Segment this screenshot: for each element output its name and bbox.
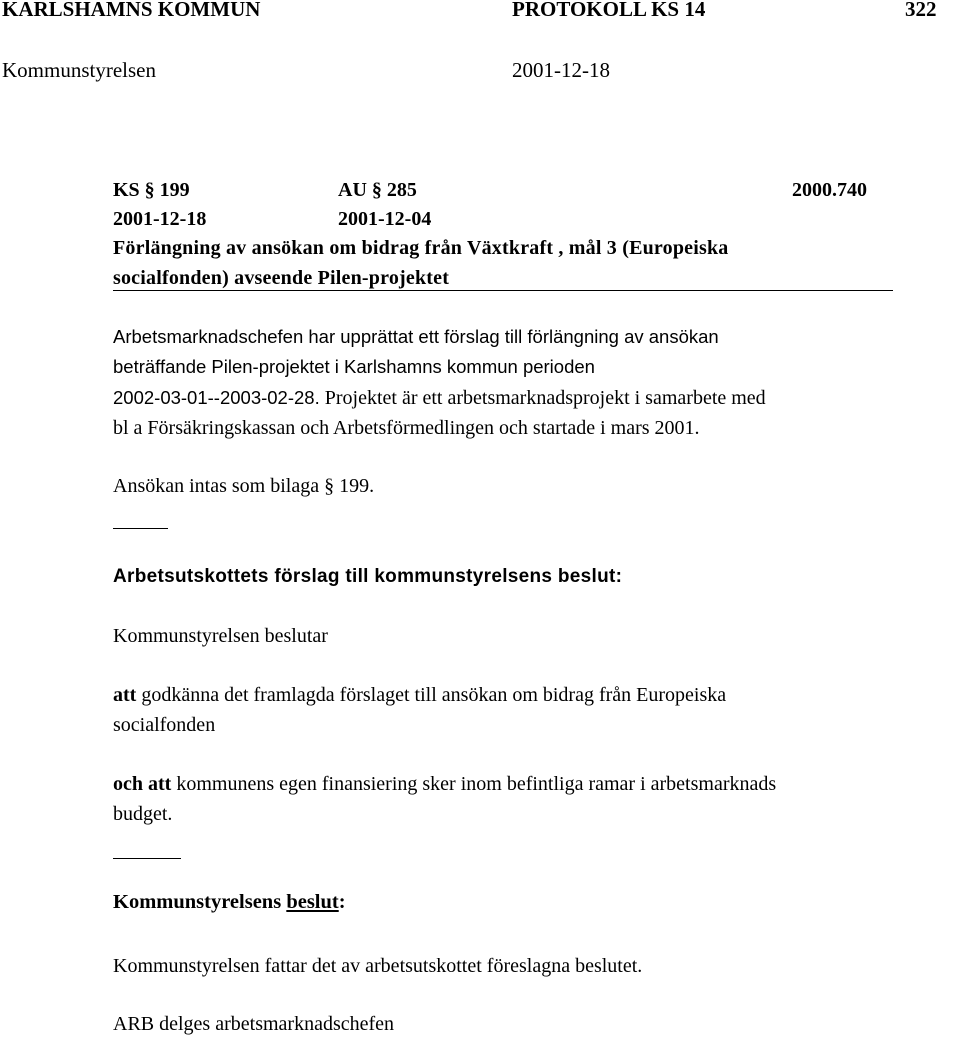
proposal-item-1: [113, 683, 726, 707]
proposal-intro: Kommunstyrelsen beslutar: [113, 625, 328, 647]
ks-reference: KS § 199: [113, 179, 190, 201]
case-title-line2: socialfonden) avseende Pilen-projektet: [113, 267, 450, 289]
paragraph-line: beträffande Pilen-projektet i Karlshamns kommun perioden: [113, 356, 595, 377]
separator-rule: [113, 528, 168, 529]
proposal-heading: Arbetsutskottets förslag till kommunstyrelsens beslut:: [113, 566, 623, 587]
au-date: 2001-12-04: [338, 208, 432, 230]
decision-heading-a: Kommunstyrelsens: [113, 891, 287, 913]
diary-number: 2000.740: [792, 179, 867, 201]
proposal-item-2: [113, 772, 776, 796]
decision-text: Kommunstyrelsen fattar det av arbetsutskottet föreslagna beslutet.: [113, 955, 643, 977]
decision-heading: [113, 890, 346, 914]
paragraph-line: bl a Försäkringskassan och Arbetsförmedlingen och startade i mars 2001.: [113, 417, 700, 439]
title-underline: [113, 290, 893, 291]
decision-heading-b: beslut: [286, 891, 339, 913]
distribution-line: ARB delges arbetsmarknadschefen: [113, 1013, 395, 1035]
board-name: Kommunstyrelsen: [2, 58, 156, 82]
org-name: KARLSHAMNS KOMMUN: [2, 0, 261, 21]
page-number: 322: [905, 0, 937, 21]
attachment-note: Ansökan intas som bilaga § 199.: [113, 475, 375, 497]
document-title: PROTOKOLL KS 14: [512, 0, 706, 21]
separator-rule: [113, 858, 181, 859]
item-text: godkänna det framlagda förslaget till ansökan om bidrag från Europeiska: [136, 684, 727, 706]
proposal-item-2-cont: budget.: [113, 803, 173, 825]
meeting-date: 2001-12-18: [512, 58, 610, 82]
keyword-att: att: [113, 684, 137, 706]
date-range-text: 2002-03-01--2003-02-28.: [113, 387, 320, 408]
au-reference: AU § 285: [338, 179, 417, 201]
keyword-och-att: och att: [113, 773, 172, 795]
paragraph-line: Arbetsmarknadschefen har upprättat ett förslag till förlängning av ansökan: [113, 326, 719, 347]
proposal-item-1-cont: socialfonden: [113, 714, 216, 736]
ks-date: 2001-12-18: [113, 208, 207, 230]
item-text: kommunens egen finansiering sker inom befintliga ramar i arbetsmarknads: [171, 773, 777, 795]
decision-heading-c: :: [338, 891, 346, 913]
paragraph-line: [113, 386, 766, 410]
case-title-line1: Förlängning av ansökan om bidrag från Växtkraft , mål 3 (Europeiska: [113, 237, 729, 259]
project-text: Projektet är ett arbetsmarknadsprojekt i samarbete med: [319, 387, 766, 409]
